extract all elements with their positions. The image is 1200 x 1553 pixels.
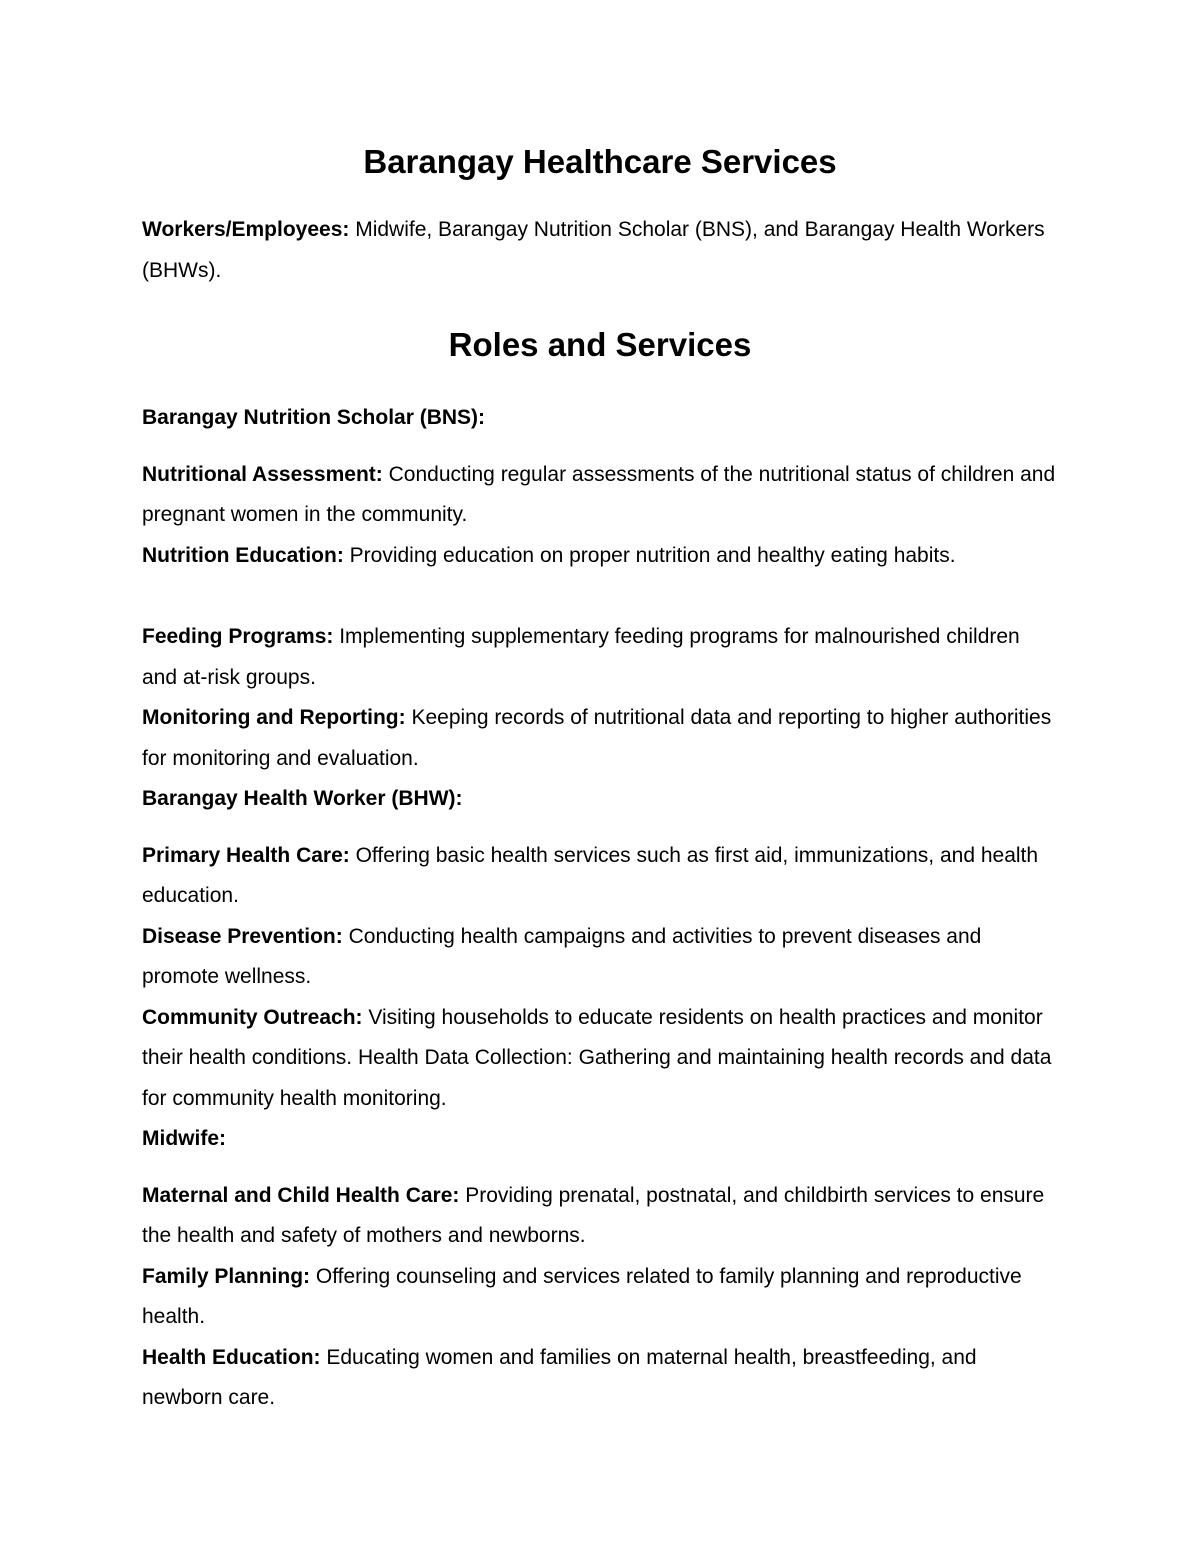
list-item [142, 998, 1058, 1120]
group-heading-bhw: Barangay Health Worker (BHW): [142, 787, 463, 810]
list-item [142, 617, 1058, 698]
group-heading-midwife: Midwife: [142, 1127, 226, 1150]
list-item [142, 536, 1058, 577]
item-text: Implementing supplementary feeding programs for malnourished children and at-risk groups. [142, 625, 1020, 689]
item-text: Educating women and families on maternal health, breastfeeding, and newborn care. [142, 1345, 977, 1409]
item-label: Nutritional Assessment: [142, 462, 383, 486]
workers-text: Midwife, Barangay Nutrition Scholar (BNS), and Barangay Health Workers (BHWs). [142, 218, 1045, 282]
item-label: Community Outreach: [142, 1005, 363, 1029]
item-label: Monitoring and Reporting: [142, 706, 406, 729]
workers-label: Workers/Employees: [142, 218, 350, 241]
item-label: Feeding Programs: [142, 625, 334, 648]
list-item [142, 836, 1058, 917]
workers-paragraph [142, 210, 1058, 291]
item-text: Visiting households to educate residents on health practices and monitor their health conditions. Health Data Collection: Gathering and maintaining health records and data for community health monitoring. [142, 1005, 1052, 1110]
item-label: Primary Health Care: [142, 843, 350, 867]
list-item [142, 1338, 1058, 1419]
list-item [142, 917, 1058, 998]
item-label: Disease Prevention: [142, 924, 343, 948]
item-text: Keeping records of nutritional data and reporting to higher authorities for monitoring and evaluation. [142, 706, 1052, 770]
list-item [142, 455, 1058, 536]
list-item [142, 1176, 1058, 1257]
item-label: Family Planning: [142, 1264, 311, 1288]
item-label: Nutrition Education: [142, 543, 344, 567]
item-text: Providing education on proper nutrition and healthy eating habits. [343, 543, 956, 567]
list-item [142, 1257, 1058, 1338]
item-label: Maternal and Child Health Care: [142, 1183, 460, 1207]
item-text: Providing prenatal, postnatal, and childbirth services to ensure the health and safety of mothers and newborns. [142, 1183, 1045, 1247]
item-text: Offering counseling and services related to family planning and reproductive health. [142, 1264, 1022, 1328]
document-page [142, 140, 1058, 1419]
item-text: Offering basic health services such as first aid, immunizations, and health education. [142, 843, 1039, 907]
group-heading-bns: Barangay Nutrition Scholar (BNS): [142, 406, 486, 429]
document-title: Barangay Healthcare Services [363, 143, 837, 180]
item-label: Health Education: [142, 1345, 321, 1369]
item-text: Conducting regular assessments of the nutritional status of children and pregnant women in the community. [142, 462, 1056, 526]
section-heading: Roles and Services [448, 326, 752, 363]
list-item [142, 698, 1058, 779]
item-text: Conducting health campaigns and activities to prevent diseases and promote wellness. [142, 924, 982, 988]
